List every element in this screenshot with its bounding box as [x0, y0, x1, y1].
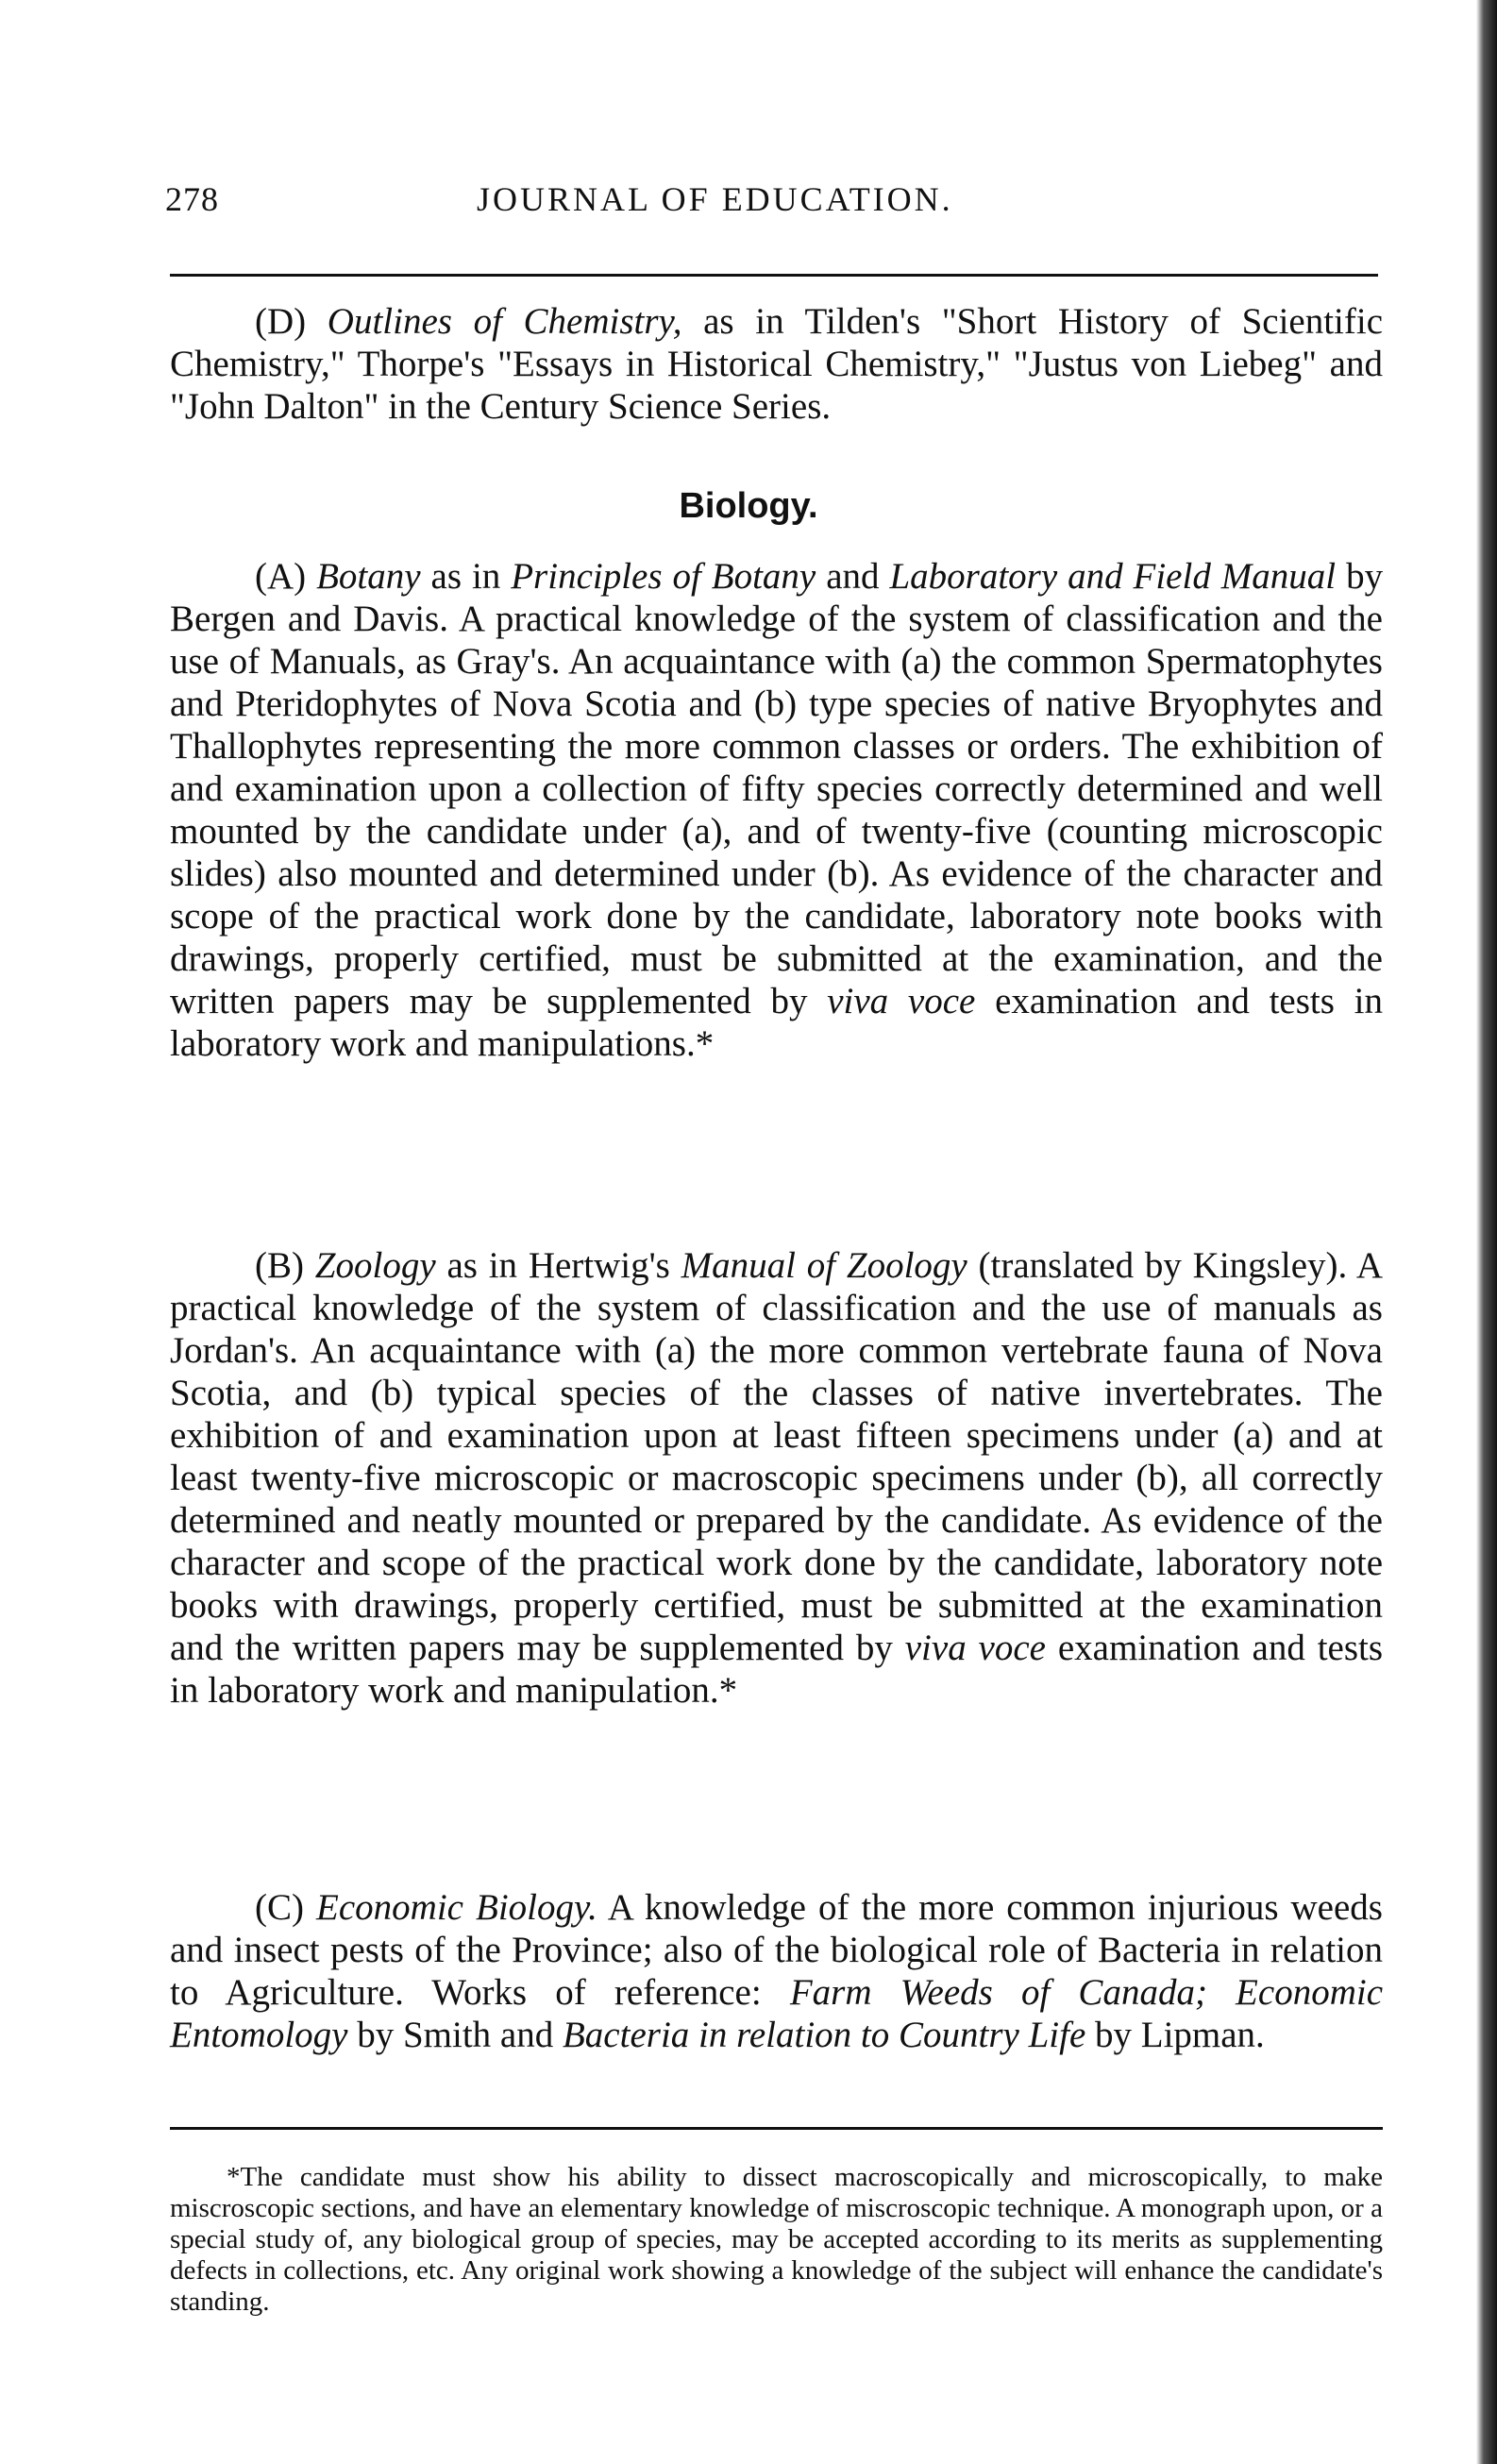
header-rule	[170, 274, 1378, 277]
zoology-viva-voce: viva voce	[904, 1628, 1046, 1668]
zoology-text-1: as in Hertwig's	[446, 1245, 670, 1286]
economic-biology-paragraph	[170, 1886, 1383, 2056]
zoology-text-2: (translated by Kingsley). A practical knowledge of the system of classification and the use of manuals as Jordan's. An acquaintance with (a) the more common vertebrate fauna of Nova Scotia, and (b) typical species of the classes of native invertebrates. The exhibition of and examination upon at least fifteen specimens under (a) and at least twenty-five microscopic or macroscopic specimens under (b), all correctly determined and neatly mounted or prepared by the candidate. As evidence of the character and scope of the practical work done by the candidate, laboratory note books with drawings, properly certified, must be submitted at the examination and the written papers may be supplemented by	[170, 1245, 1384, 1668]
botany-text-1: as in	[430, 556, 501, 597]
zoology-label: (B)	[255, 1245, 304, 1286]
economic-text-1: A knowledge of the more common injurious weeds and insect pests of the Province; also of the biological role of Bacteria in relation to Agriculture. Works of reference:	[170, 1887, 1383, 2013]
botany-text-2: and	[826, 556, 880, 597]
chemistry-d-text: as in Tilden's "Short History of Scientific Chemistry," Thorpe's "Essays in Historical Chemistry," "Justus von Liebeg" and "John Dalton" in the Century Science Series.	[170, 301, 1384, 427]
economic-label: (C)	[255, 1887, 304, 1928]
chemistry-d-paragraph	[170, 300, 1383, 428]
botany-text-3: by Bergen and Davis. A practical knowledge of the system of classification and the use of Manuals, as Gray's. An acquaintance with (a) the common Spermatophytes and Pteridophytes of Nova Scotia and (b) type species of native Bryophytes and Thallophytes representing the more common classes or orders. The exhibition of and examination upon a collection of fifty species correctly determined and well mounted by the candidate under (a), and of twenty-five (counting microscopic slides) also mounted and determined under (b). As evidence of the character and scope of the practical work done by the candidate, laboratory note books with drawings, properly certified, must be submitted at the examination, and the written papers may be supplemented by	[170, 556, 1384, 1021]
botany-book-1: Principles of Botany	[511, 556, 816, 597]
botany-book-2: Laboratory and Field Manual	[889, 556, 1337, 597]
economic-book-2: Bacteria in relation to Country Life	[562, 2015, 1086, 2055]
journal-title: JOURNAL OF EDUCATION.	[477, 180, 953, 218]
economic-topic: Economic Biology.	[316, 1887, 597, 1928]
botany-paragraph	[170, 555, 1383, 1065]
chemistry-d-label: (D)	[255, 301, 307, 342]
economic-text-2: by Smith and	[357, 2015, 554, 2055]
zoology-text-3: examination and tests in laboratory work and manipulation.*	[170, 1628, 1384, 1711]
zoology-paragraph	[170, 1244, 1383, 1712]
botany-topic: Botany	[316, 556, 421, 597]
botany-text-4: examination and tests in laboratory work and manipulations.*	[170, 981, 1384, 1064]
zoology-book: Manual of Zoology	[681, 1245, 967, 1286]
footnote-rule	[170, 2127, 1383, 2130]
biology-heading: Biology.	[679, 486, 818, 526]
page-number: 278	[165, 180, 219, 218]
economic-text-3: by Lipman.	[1095, 2015, 1265, 2055]
zoology-topic: Zoology	[314, 1245, 436, 1286]
chemistry-d-topic: Outlines of Chemistry,	[327, 301, 682, 342]
botany-label: (A)	[255, 556, 307, 597]
botany-viva-voce: viva voce	[827, 981, 976, 1021]
page-edge-shadow	[1476, 0, 1497, 2464]
page-header	[165, 179, 1383, 227]
economic-book-1: Farm Weeds of Canada; Economic Entomology	[170, 1972, 1384, 2055]
footnote: *The candidate must show his ability to dissect macroscopically and microscopically, to make miscroscopic sections, and have an elementary knowledge of miscroscopic technique. A monograph upon, or a special study of, any biological group of species, may be accepted according to its merits as supplementing defects in collections, etc. Any original work showing a knowledge of the subject will enhance the candidate's standing.	[170, 2162, 1383, 2317]
